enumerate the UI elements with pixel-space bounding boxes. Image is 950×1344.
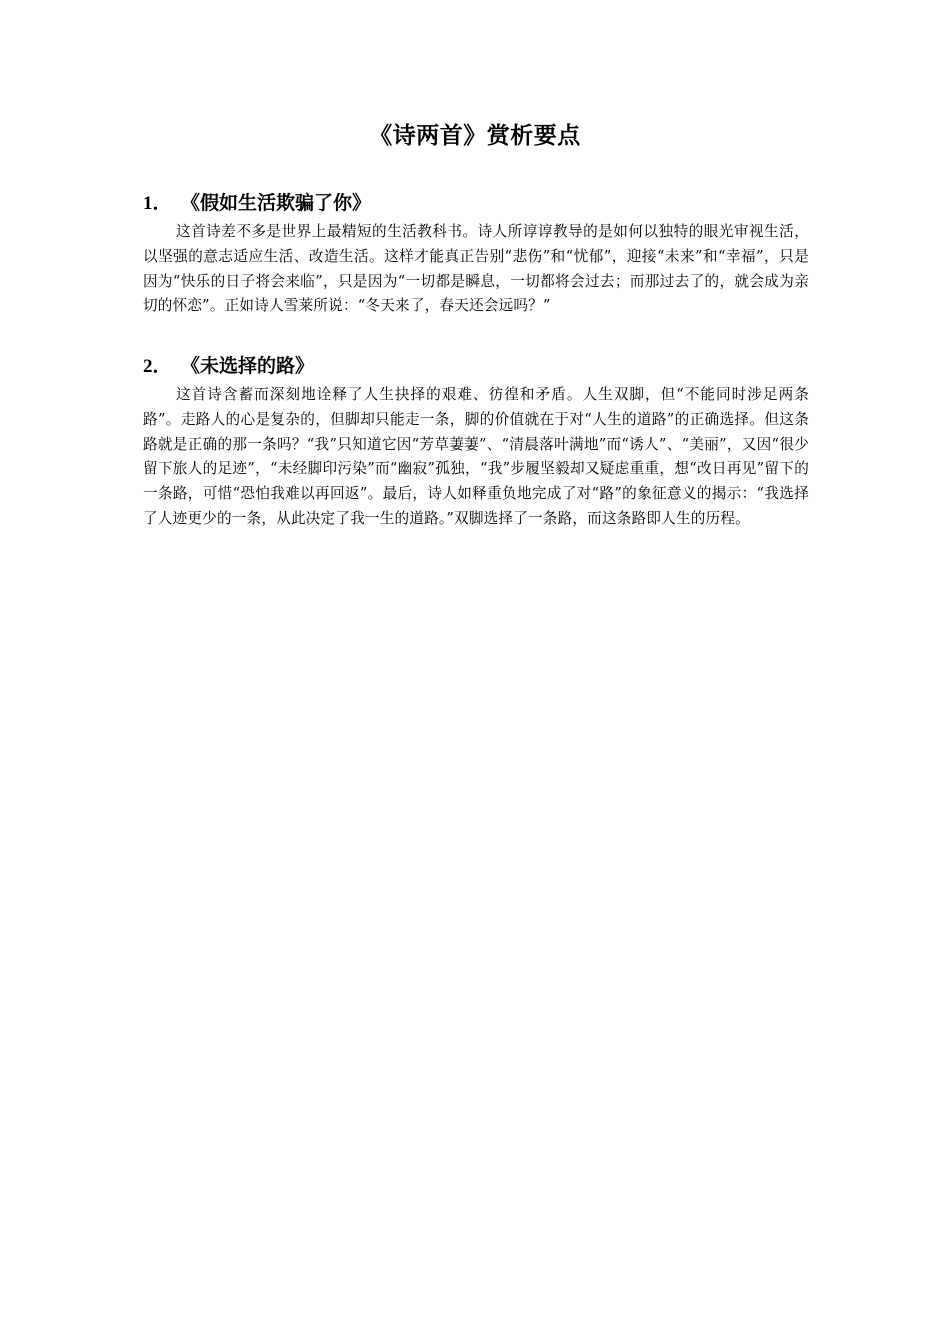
- section-title: 《假如生活欺骗了你》: [181, 192, 372, 214]
- section-paragraph: 这首诗含蓄而深刻地诠释了人生抉择的艰难、彷徨和矛盾。人生双脚，但“不能同时涉足两条路”。走路人的心是复杂的，但脚却只能走一条，脚的价值就在于对“人生的道路”的正确选择。但这条路就是正确的那一条吗？“我”只知道它因“芳草萋萋”、“清晨落叶满地”而“诱人”、“美丽”，又因“很少留下旅人的足迹”，“未经脚印污染”而“幽寂”孤独，“我”步履坚毅却又疑虑重重，想“改日再见”留下的一条路，可惜“恐怕我难以再回返”。最后，诗人如释重负地完成了对“路”的象征意义的揭示：“我选择了人迹更少的一条，从此决定了我一生的道路。”双脚选择了一条路，而这条路即人生的历程。: [143, 386, 809, 527]
- section-2: [143, 352, 809, 532]
- document-title: 《诗两首》赏析要点: [369, 123, 581, 149]
- section-number: 2．: [143, 356, 172, 377]
- section-heading: [143, 352, 809, 380]
- section-heading: [143, 189, 809, 217]
- section-title: 《未选择的路》: [181, 355, 315, 377]
- section-number: 1．: [143, 193, 172, 214]
- section-paragraph: 这首诗差不多是世界上最精短的生活教科书。诗人所谆谆教导的是如何以独特的眼光审视生活，以坚强的意志适应生活、改造生活。这样才能真正告别“悲伤”和“忧郁”，迎接“未来”和“幸福”，只是因为“快乐的日子将会来临”，只是因为“一切都是瞬息，一切都将会过去；而那过去了的，就会成为亲切的怀恋”。正如诗人雪莱所说：“冬天来了，春天还会远吗？”: [143, 223, 809, 315]
- section-1: [143, 189, 809, 319]
